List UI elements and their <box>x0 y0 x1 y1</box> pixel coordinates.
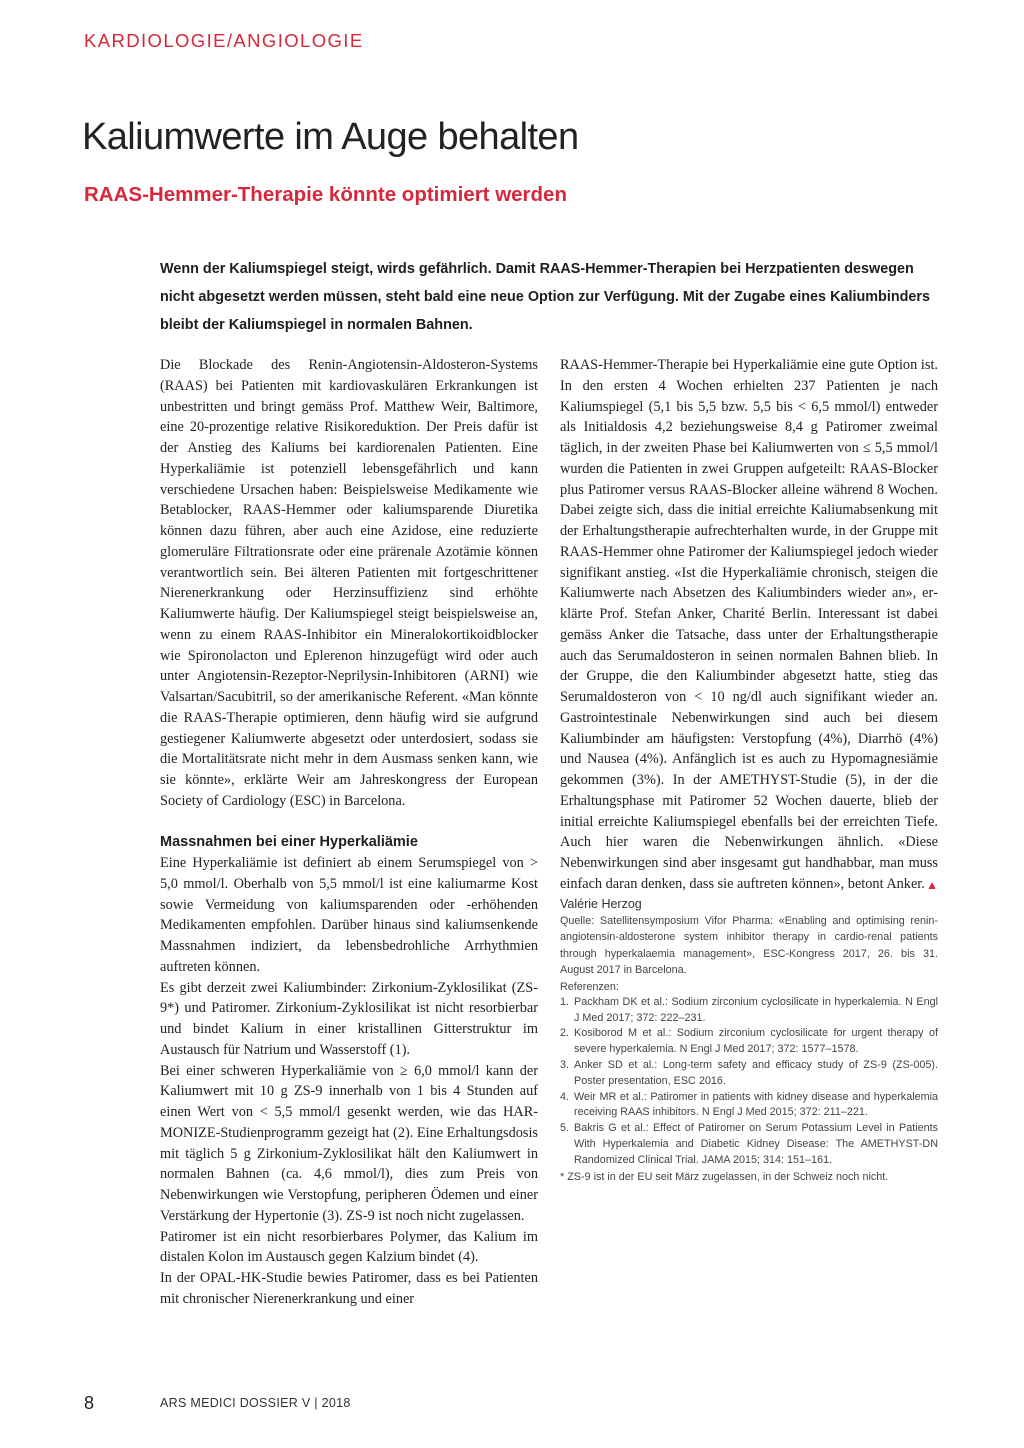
page-number: 8 <box>84 1393 95 1413</box>
reference-text: Bakris G et al.: Effect of Patiromer on Serum Potassium Level in Patients With Hyperkalemia and Diabetic Kidney Disease: The AMETHYST-DN Randomized Clinical Trial. JAMA 2015; 314: 151–161. <box>574 1122 938 1166</box>
reference-number: 3. <box>560 1059 570 1072</box>
body-paragraph: Patiromer ist ein nicht resorbierbares Polymer, das Kalium im distalen Kolon im Austausch gegen Kalzium bindet (4). <box>160 1228 538 1266</box>
source-note: Quelle: Satellitensymposium Vifor Pharma: «Enabling and optimising renin-angiotensin-aldosterone system inhibitor therapy in cardio-renal patients through hyperkalaemia management», ESC-Kongress 2017, 26. bis 31. August 2017 in Barcelona. <box>560 914 938 977</box>
reference-number: 1. <box>560 995 570 1008</box>
footnote: * ZS-9 ist in der EU seit März zugelassen, in der Schweiz noch nicht. <box>560 1170 889 1183</box>
references-heading: Referenzen: <box>560 980 619 993</box>
body-paragraph: Es gibt derzeit zwei Kaliumbinder: Zirkonium-Zyklosilikat (ZS-9*) und Patiromer. Zirkonium-Zyklosilikat ist nicht resorbierbar und bindet Kalium in einer kristallinen Gitterstruktur im Austausch für Natrium und Wasserstoff (1). <box>160 979 538 1058</box>
publication-name: ARS MEDICI DOSSIER V | 2018 <box>160 1396 351 1410</box>
reference-number: 4. <box>560 1090 570 1103</box>
reference-item <box>560 1026 938 1058</box>
body-paragraph-text: RAAS-Hemmer-Therapie bei Hyperkaliämie eine gute Option ist. In den ersten 4 Wochen erhielten 237 Patienten je nach Kaliumspiegel (5,1 bis 5,5 bzw. 5,5 bis < 6,5 mmol/l) entweder als Initialdosis 4,2 beziehungsweise 8,4 g Patiromer zweimal täglich, in der zweiten Phase bei Kaliumwerten von ≤ 5,5 mmol/l wurden die Patienten in zwei Gruppen aufgeteilt: RAAS-Blocker plus Patiromer versus RAAS-Blocker alleine während 8 Wochen. Dabei zeigte sich, dass die initial erreichte Kaliumabsenkung mit der Erhaltungstherapie aufrechterhalten wurde, in der Gruppe mit RAAS-Hemmer ohne Patiromer der Kaliumspiegel jedoch wieder signifikant anstieg. «Ist die Hyperkaliämie chronisch, steigen die Kaliumwerte nach Absetzen des Kaliumbinders wieder an», erklärte Prof. Stefan Anker, Charité Berlin. Interessant ist dabei gemäss Anker die Tatsache, dass unter der Erhaltungstherapie auch das Serumaldosteron in seinen normalen Bahnen blieb. In der Gruppe, die den Kaliumbinder abgesetzt hatte, stieg das Serumaldosteron von < 10 ng/dl auch signifikant wieder an. Gastrointestinale Nebenwirkungen sind auch bei diesem Kaliumbinder am häufigsten: Verstopfung (4%), Diarrhö (4%) und Nausea (4%). Anfänglich ist es auch zu Hypomagnesiämie gekommen (3%). In der AMETHYST-Studie (5), in der die Erhaltungsphase mit Patiromer 52 Wochen dauerte, blieb der initial erreichte Kaliumspiegel ebenfalls bei der erreichten Tiefe. Auch hier waren die Nebenwirkungen ähnlich. «Diese Nebenwirkungen sind aber insgesamt gut handhabbar, man muss einfach daran denken, dass sie auftreten können», betont Anker. <box>560 357 938 892</box>
article-subtitle: RAAS-Hemmer-Therapie könnte optimiert werden <box>84 183 567 206</box>
reference-item <box>560 1058 938 1090</box>
reference-item <box>560 995 938 1027</box>
references-list <box>560 995 938 1169</box>
section-subheading: Massnahmen bei einer Hyperkaliämie <box>160 834 418 851</box>
body-paragraph: Die Blockade des Renin-Angiotensin-Aldosteron-Systems (RAAS) bei Patienten mit kardiovaskulären Erkrankungen ist unbestritten und bringt gemäss Prof. Matthew Weir, Baltimore, eine 20-prozentige relative Risikoreduktion. Der Preis dafür ist der Anstieg des Kaliums bei kardiorenalen Patienten. Eine Hyperkaliämie ist potenziell lebensgefährlich und kann verschiedene Ursachen haben: Beispielsweise Medikamente wie Betablocker, RAAS-Hemmer oder kaliumsparende Diuretika können dazu führen, aber auch eine Azidose, eine reduzierte glomeruläre Filtrationsrate oder eine prärenale Azotämie können verantwortlich sein. Bei älteren Patienten mit fortgeschrittener Nierenerkrankung oder Herzinsuffizienz sind erhöhte Kaliumwerte häufig. Der Kaliumspiegel steigt beispielsweise an, wenn zu einem RAAS-Inhibitor ein Mineralokortikoidblocker wie Spironolacton und Eplerenon hinzugefügt wird oder auch unter Angiotensin-Rezeptor-Neprilysin-Inhibitoren (ARNI) wie Valsartan/Sacubitril, so der amerikanische Referent. «Man könnte die RAAS-Therapie optimieren, denn häufig wird sie aufgrund gestiegener Kaliumwerte abgesetzt oder unterdosiert, sodass sie die Mortalitätsrate nicht mehr in dem Ausmass senken kann, wie sie könnte», erklärte Weir am Jahreskongress der European Society of Cardiology (ESC) in Barcelona. <box>160 357 538 809</box>
left-column <box>160 355 538 1310</box>
reference-text: Kosiborod M et al.: Sodium zirconium cyclosilicate for urgent therapy of severe hyperkalemia. N Engl J Med 2017; 372: 1577–1578. <box>574 1027 938 1056</box>
reference-text: Packham DK et al.: Sodium zirconium cyclosilicate in hyperkalemia. N Engl J Med 2017; 372: 222–231. <box>574 995 938 1024</box>
author-name: Valérie Herzog <box>560 896 642 911</box>
body-paragraph: In der OPAL-HK-Studie bewies Patiromer, dass es bei Patienten mit chronischer Nierenerkrankung und einer <box>160 1270 538 1307</box>
article-title: Kaliumwerte im Auge behalten <box>82 116 579 158</box>
reference-item <box>560 1121 938 1168</box>
article-lead: Wenn der Kaliumspiegel steigt, wirds gefährlich. Damit RAAS-Hemmer-Therapien bei Herzpatienten deswegen nicht abgesetzt werden müssen, steht bald eine neue Option zur Verfügung. Mit der Zugabe eines Kaliumbinders bleibt der Kaliumspiegel in normalen Bahnen. <box>160 261 931 333</box>
reference-text: Anker SD et al.: Long-term safety and efficacy study of ZS-9 (ZS-005). Poster presentation, ESC 2016. <box>574 1059 938 1087</box>
right-column <box>560 355 938 1185</box>
body-paragraph: Eine Hyperkaliämie ist definiert ab einem Serumspiegel von > 5,0 mmol/l. Oberhalb von 5,5 mmol/l ist eine kaliumarme Kost sowie Vermeidung von kaliumsparenden oder -erhöhenden Medikamenten empfohlen. Darüber hinaus sind kaliumsenkende Massnahmen indiziert, da lebensbedrohliche Arrhythmien auftreten können. <box>160 855 538 975</box>
end-of-article-marker: ▲ <box>926 877 938 892</box>
reference-number: 2. <box>560 1027 570 1040</box>
body-paragraph <box>560 355 938 895</box>
body-paragraph: Bei einer schweren Hyperkaliämie von ≥ 6,0 mmol/l kann der Kaliumwert mit 10 g ZS-9 innerhalb von 1 bis 4 Stunden auf einen Wert von < 5,5 mmol/l gesenkt werden, wie das HARMONIZE-Studienprogramm gezeigt hat (2). Eine Erhaltungsdosis mit täglich 5 g Zirkonium-Zyklosilikat hält den Kaliumwert in normalen Bahnen (ca. 4,6 mmol/l), dies zum Preis von Nebenwirkungen wie Verstopfung, peripheren Ödemen und einer Verstärkung der Hypertonie (3). ZS-9 ist noch nicht zugelassen. <box>160 1062 538 1224</box>
reference-number: 5. <box>560 1122 570 1135</box>
reference-text: Weir MR et al.: Patiromer in patients with kidney disease and hyperkalemia receiving RAAS inhibitors. N Engl J Med 2015; 372: 211–221. <box>574 1090 938 1119</box>
section-label: KARDIOLOGIE/ANGIOLOGIE <box>84 30 364 51</box>
reference-item <box>560 1090 938 1122</box>
